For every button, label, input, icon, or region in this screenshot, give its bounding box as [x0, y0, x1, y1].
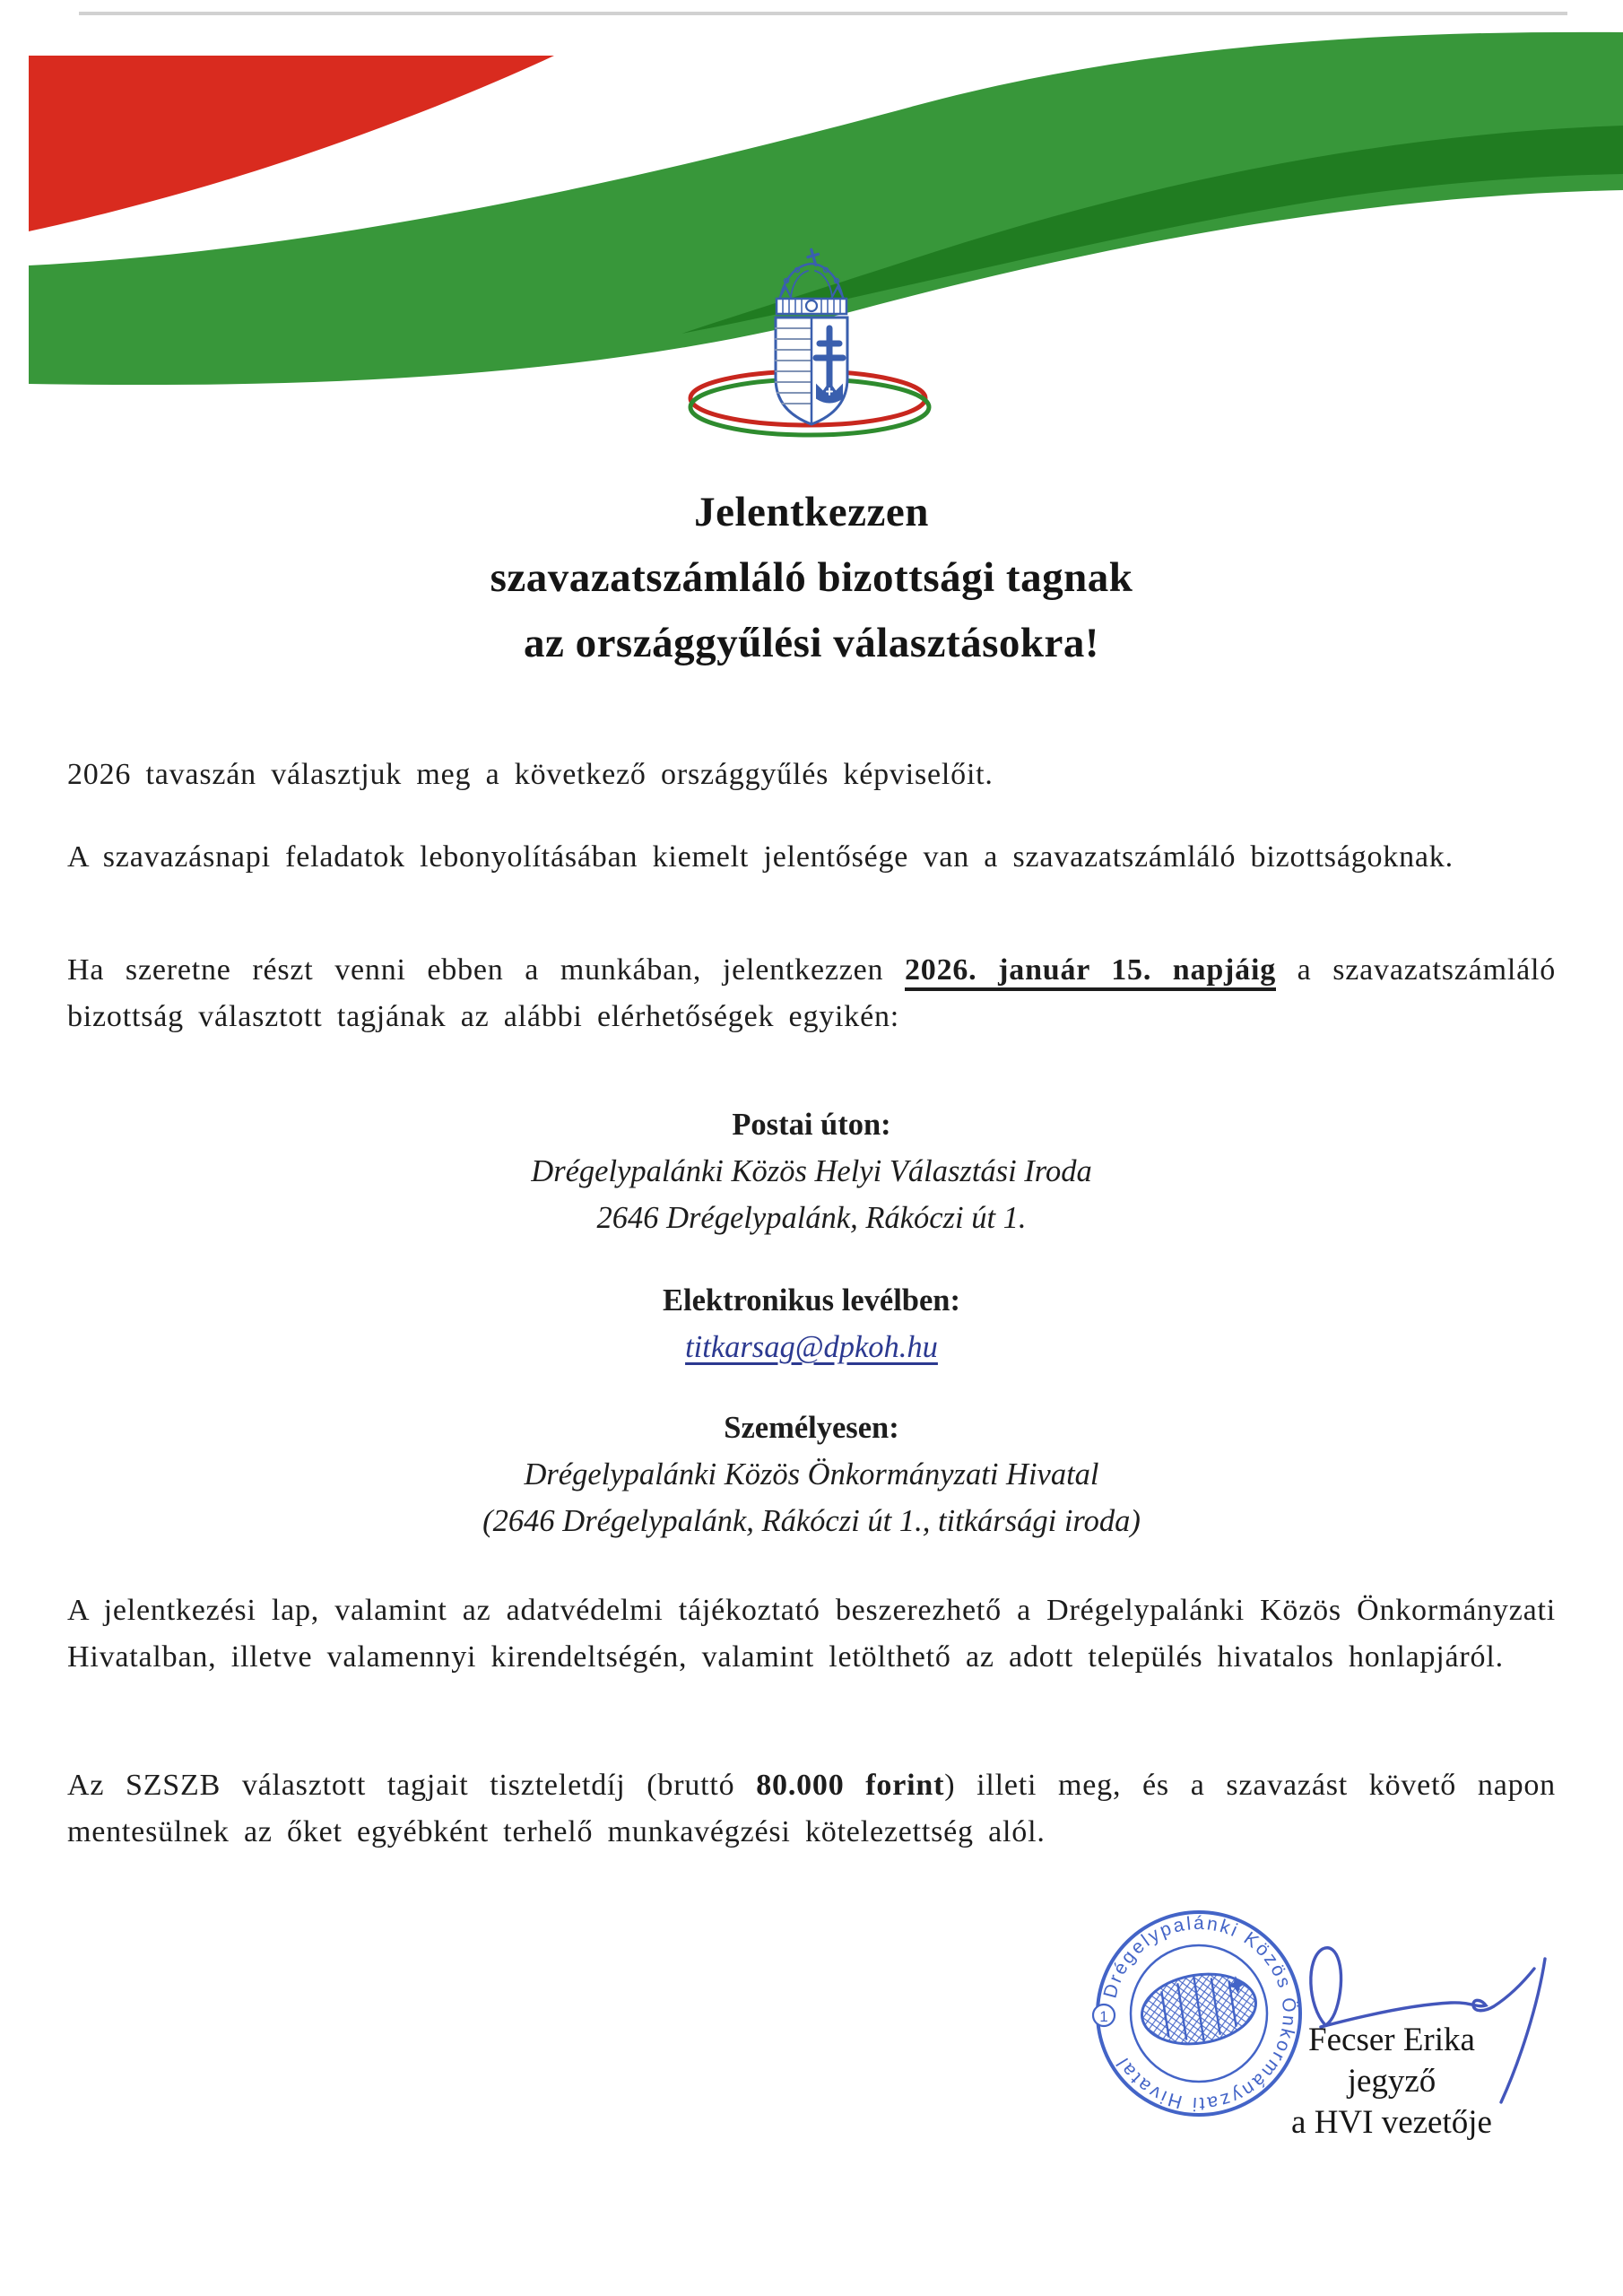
- page-title-line-1: Jelentkezzen: [694, 489, 929, 535]
- inperson-address-line-2: (2646 Drégelypalánk, Rákóczi út 1., titkársági iroda): [482, 1504, 1141, 1538]
- signature-block: [1237, 2020, 1546, 2144]
- postal-address-line-2: 2646 Drégelypalánk, Rákóczi út 1.: [596, 1201, 1027, 1235]
- compensation-amount: 80.000 forint: [756, 1769, 945, 1802]
- paragraph-compensation: [67, 1762, 1556, 1856]
- inperson-heading: Személyesen:: [724, 1411, 899, 1445]
- compensation-text-after: ) illeti meg, és a szavazást követő napon mentesülnek az őket egyébként terhelő munkavégzési kötelezettség alól.: [67, 1769, 1556, 1848]
- stamp-number: 1: [1099, 2008, 1108, 2025]
- ribbon-red-wave: [29, 56, 554, 231]
- paragraph-importance: A szavazásnapi feladatok lebonyolításában kiemelt jelentősége van a szavazatszámláló bizottságoknak.: [67, 840, 1454, 874]
- email-heading: Elektronikus levélben:: [663, 1283, 960, 1318]
- signer-org-role: a HVI vezetője: [1291, 2104, 1492, 2141]
- postal-address-line-1: Drégelypalánki Közös Helyi Választási Iroda: [531, 1154, 1092, 1188]
- hungary-coat-of-arms-logo: [681, 244, 933, 455]
- deadline-text-before: Ha szeretne részt venni ebben a munkában, jelentkezzen: [67, 953, 905, 987]
- paragraph-deadline: [67, 947, 1556, 1040]
- stamp-circular-text: Drégelypalánki Közös Önkormányzati Hivatal: [1099, 1912, 1300, 2115]
- contact-postal-block: [0, 1101, 1623, 1241]
- signer-name: Fecser Erika: [1308, 2022, 1475, 2058]
- compensation-text-before: Az SZSZB választott tagjait tiszteletdíj (bruttó: [67, 1769, 757, 1802]
- logo-crown-crests: [779, 287, 844, 299]
- email-address-link[interactable]: titkarsag@dpkoh.hu: [685, 1330, 938, 1364]
- inperson-address-line-1: Drégelypalánki Közös Önkormányzati Hivatal: [524, 1457, 1099, 1492]
- postal-heading: Postai úton:: [732, 1108, 891, 1142]
- paragraph-application-form: A jelentkezési lap, valamint az adatvédelmi tájékoztató beszerezhető a Drégelypalánki Közös Önkormányzati Hivatalban, illetve valamennyi kirendeltségén, valamint letölthető az adott település hivatalos honlapjáról.: [67, 1594, 1556, 1674]
- signer-role: jegyző: [1347, 2063, 1436, 2100]
- contact-inperson-block: [0, 1405, 1623, 1544]
- contact-email-block: [0, 1277, 1623, 1370]
- page-title-line-2: szavazatszámláló bizottsági tagnak: [490, 554, 1133, 601]
- page-title: [0, 480, 1623, 676]
- deadline-text-after: a szavazatszámláló bizottság választott tagjának az alábbi elérhetőségek egyikén:: [67, 953, 1557, 1033]
- paragraph-intro: 2026 tavaszán választjuk meg a következő országgyűlés képviselőit.: [67, 758, 994, 791]
- logo-crown-inner-arches: [791, 271, 832, 297]
- page-title-line-3: az országgyűlési választásokra!: [523, 620, 1100, 666]
- deadline-date: 2026. január 15. napjáig: [905, 953, 1276, 991]
